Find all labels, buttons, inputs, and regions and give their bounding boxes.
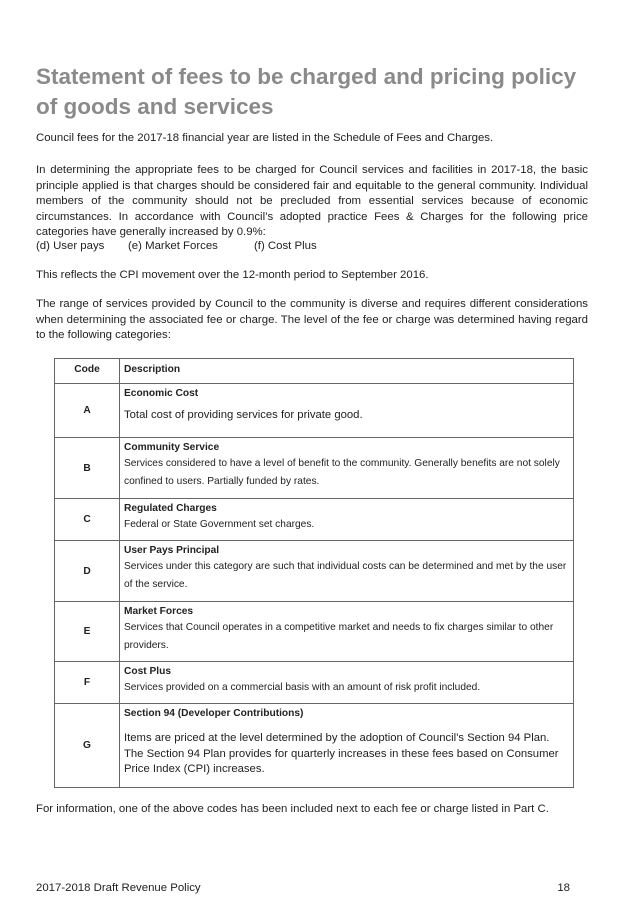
table-row [55,384,574,438]
category-name: Section 94 (Developer Contributions) [124,708,304,719]
category-description [120,438,574,499]
category-name: Economic Cost [124,388,199,399]
price-category-d: (d) User pays [36,240,105,252]
category-text: Services that Council operates in a competitive market and needs to fix charges similar to other providers. [124,622,554,651]
price-category-f: (f) Cost Plus [254,240,317,252]
category-text: Items are priced at the level determined by the adoption of Council's Section 94 Plan. The Section 94 Plan provides for quarterly increases in these fees based on Consumer Price Index (CPI) increases. [124,732,559,775]
table-row [55,541,574,602]
category-code: A [55,384,120,438]
category-name: Market Forces [124,606,194,617]
page-title: Statement of fees to be charged and pricing policy of goods and services [36,64,577,119]
category-text: Federal or State Government set charges. [124,519,315,530]
category-description [120,384,574,438]
description-column-header: Description [120,359,574,384]
category-name: Regulated Charges [124,503,217,514]
category-description [120,499,574,541]
category-description [120,662,574,704]
intro-paragraph: Council fees for the 2017-18 financial year are listed in the Schedule of Fees and Charges. [36,132,494,144]
category-code: G [55,704,120,788]
footer-page-number: 18 [557,882,570,894]
table-row [55,602,574,662]
category-description [120,602,574,662]
category-code: F [55,662,120,704]
category-code: B [55,438,120,499]
category-code: C [55,499,120,541]
category-description [120,704,574,788]
category-name: User Pays Principal [124,545,220,556]
price-categories [36,239,588,255]
footer-document-title: 2017-2018 Draft Revenue Policy [36,882,201,894]
categories-table [54,358,574,788]
category-name: Community Service [124,442,220,453]
range-paragraph: The range of services provided by Council to the community is diverse and requires different considerations when determining the associated fee or charge. The level of the fee or charge was determined having regard to the following categories: [36,298,588,342]
category-code: D [55,541,120,602]
category-description [120,541,574,602]
table-row [55,499,574,541]
table-row [55,704,574,788]
closing-paragraph: For information, one of the above codes has been included next to each fee or charge listed in Part C. [36,803,549,815]
category-text: Total cost of providing services for private good. [124,409,363,421]
determining-paragraph: In determining the appropriate fees to be charged for Council services and facilities in 2017-18, the basic principle applied is that charges should be considered fair and equitable to the general community. Individual members of the community should not be precluded from essential services because of economic circumstances. In accordance with Council’s adopted practice Fees & Charges for the following price categories have generally increased by 0.9%: [36,164,588,239]
category-text: Services under this category are such that individual costs can be determined and met by the user of the service. [124,561,567,590]
category-text: Services provided on a commercial basis with an amount of risk profit included. [124,682,481,693]
table-header-row [55,359,574,384]
price-category-e: (e) Market Forces [128,240,218,252]
table-row [55,438,574,499]
code-column-header: Code [55,359,120,384]
cpi-paragraph: This reflects the CPI movement over the 12-month period to September 2016. [36,269,429,281]
category-text: Services considered to have a level of benefit to the community. Generally benefits are not solely confined to users. Partially funded by rates. [124,458,560,487]
category-name: Cost Plus [124,666,171,677]
table-row [55,662,574,704]
category-code: E [55,602,120,662]
